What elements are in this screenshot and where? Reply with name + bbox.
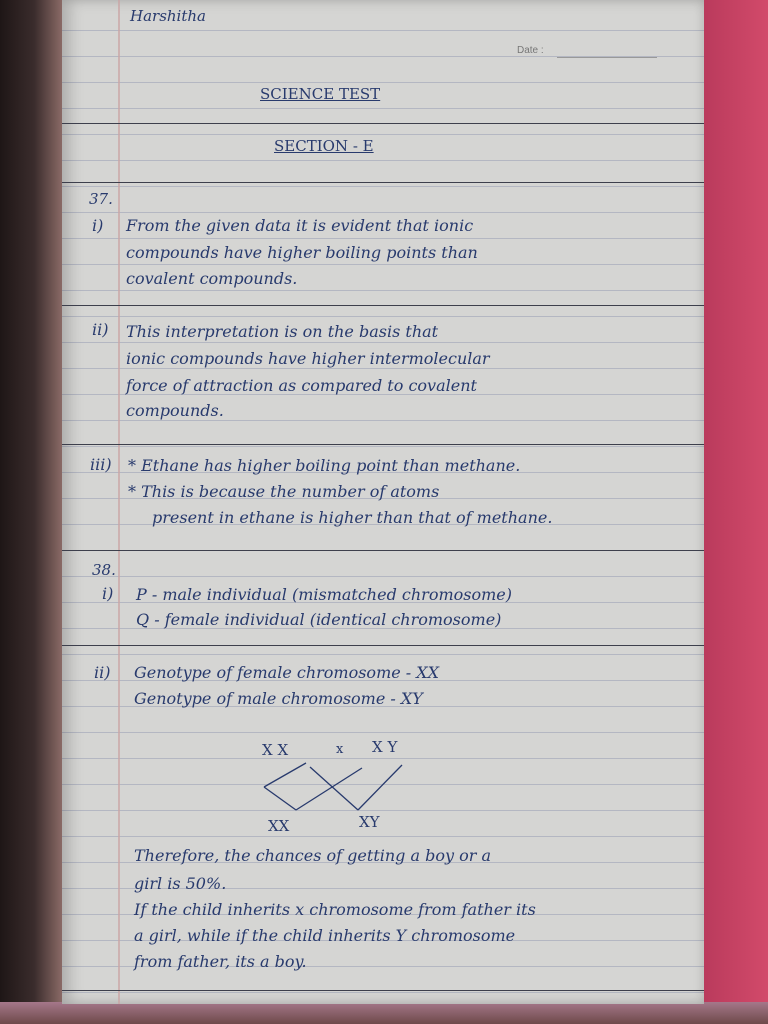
cross-symbol: x (336, 742, 344, 757)
answer-line: ionic compounds have higher intermolecular (126, 349, 490, 368)
offspring-male-genotype: XY (359, 813, 380, 831)
answer-line: Genotype of female chromosome - XX (134, 663, 440, 682)
divider-line (62, 990, 704, 991)
answer-line: present in ethane is higher than that of methane. (152, 508, 553, 527)
answer-line: From the given data it is evident that ionic (126, 216, 474, 235)
notebook-spine-shadow (0, 0, 62, 1024)
answer-line: compounds have higher boiling points than (126, 243, 478, 262)
notebook-bottom-edge (0, 1002, 768, 1024)
answer-line: covalent compounds. (126, 269, 298, 288)
answer-line: P - male individual (mismatched chromosome) (136, 585, 512, 604)
answer-line: Therefore, the chances of getting a boy or a (134, 846, 492, 865)
notebook-cover-edge (702, 0, 768, 1024)
cross-line (264, 763, 306, 787)
answer-line: from father, its a boy. (134, 952, 307, 971)
parent-female-genotype: X X (262, 741, 289, 759)
answer-line: compounds. (126, 401, 224, 420)
notebook-page (62, 0, 704, 1004)
offspring-female-genotype: XX (268, 817, 290, 835)
part-label: ii) (92, 320, 109, 339)
part-label: ii) (94, 663, 111, 682)
page-title: SCIENCE TEST (260, 85, 381, 103)
date-label: Date : (517, 45, 544, 56)
answer-line: force of attraction as compared to covalent (126, 376, 477, 395)
cross-line (296, 768, 362, 810)
part-label: iii) (90, 455, 112, 474)
answer-line: If the child inherits x chromosome from father its (134, 900, 536, 919)
part-label: i) (92, 216, 104, 235)
question-number: 37. (89, 190, 113, 208)
answer-line: * Ethane has higher boiling point than methane. (128, 456, 521, 475)
answer-line: This interpretation is on the basis that (126, 322, 439, 341)
cross-line (264, 787, 296, 810)
cross-line (358, 765, 402, 810)
section-title: SECTION - E (274, 137, 374, 155)
parent-male-genotype: X Y (372, 738, 398, 756)
question-number: 38. (92, 561, 116, 579)
part-label: i) (102, 584, 114, 603)
answer-line: * This is because the number of atoms (128, 482, 440, 501)
answer-line: girl is 50%. (134, 874, 227, 893)
student-name: Harshitha (130, 7, 206, 25)
answer-line: Genotype of male chromosome - XY (134, 689, 423, 708)
answer-line: a girl, while if the child inherits Y chromosome (134, 926, 516, 945)
cross-line (310, 767, 358, 810)
answer-line: Q - female individual (identical chromosome) (136, 610, 502, 629)
